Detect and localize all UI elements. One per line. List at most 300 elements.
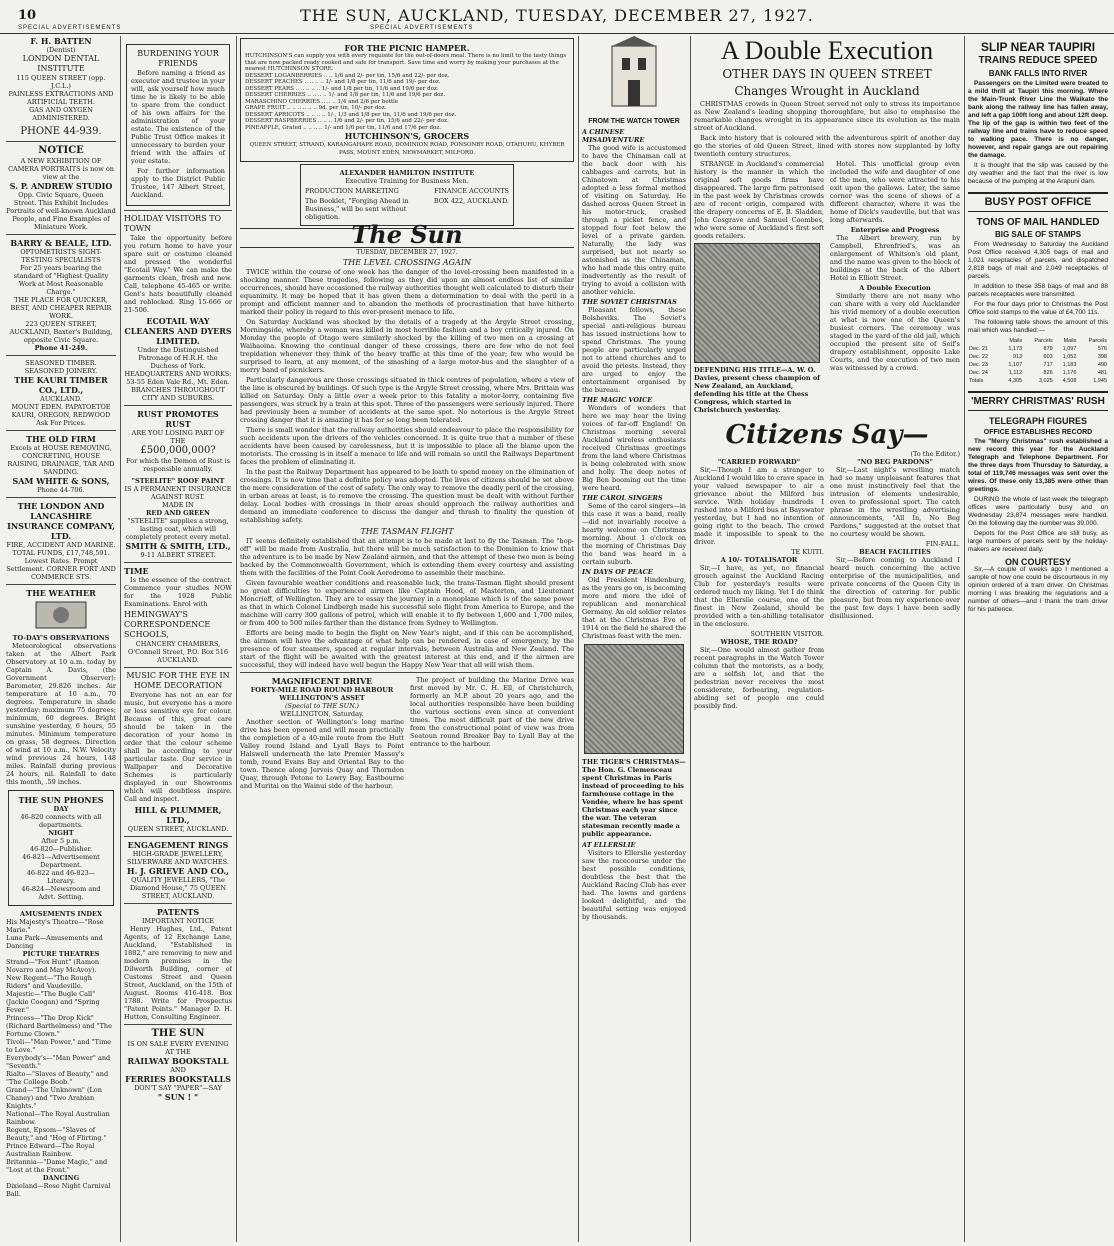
clemenceau-photo xyxy=(584,644,684,754)
music-body: Everyone has not an ear for music, but everyone has a more or less sensitive eye for colour. Because of this, great care should be taken in the decoration of your home in order that the colour scheme shall be according to your particular taste. Our service in Wallpaper and Decorative Schemes is particularly displayed in our Showrooms which will doubtless inspire. Call and inspect. xyxy=(124,691,232,803)
hamilton-sub: Executive Training for Business Men. xyxy=(345,177,469,185)
mail-table-cell: 490 xyxy=(1097,362,1107,368)
batten-line: PAINLESS EXTRACTIONS AND ARTIFICIAL TEETH. xyxy=(8,90,114,106)
hamilton-course: PRODUCTION MARKETING xyxy=(305,187,399,195)
dateline: TUESDAY, DECEMBER 27, 1927. xyxy=(356,249,458,256)
time-ad xyxy=(124,566,232,664)
watch-paragraph: Pleasant fellows, these Bolsheviks. The Soviet's special anti-religious bureau has issued instructions how to spend Christmas. The young people are particularly urged not to attend churches and to avoid the priests. Instead, they are urged to enjoy the entertainment organised by the bureau. xyxy=(582,306,686,394)
to-editor: (To the Editor.) xyxy=(910,450,960,458)
execution-col-left xyxy=(694,160,824,414)
sun-phones-box xyxy=(8,790,114,906)
patents-ad xyxy=(124,907,232,1021)
batten-name: F. H. BATTEN xyxy=(30,36,92,46)
mail-table-cell: 1,052 xyxy=(1062,354,1077,360)
watch-head: IN DAYS OF PEACE xyxy=(582,568,653,576)
hemingway-name: HEMINGWAY'S CORRESPONDENCE SCHOOLS, xyxy=(124,610,211,639)
hamilton-courses xyxy=(305,187,509,195)
masthead-mid-label: SPECIAL ADVERTISEMENTS xyxy=(370,25,474,31)
mail-table-cell: 826 xyxy=(1043,370,1053,376)
theatre-item: Majestic—"The Bugle Call" (Jackie Coogan) and "Spring Fever." xyxy=(6,990,100,1014)
letters xyxy=(694,458,960,712)
mail-table-cell: 913 xyxy=(1012,354,1023,360)
post-office-subhead: BIG SALE OF STAMPS xyxy=(994,230,1082,239)
masthead xyxy=(0,0,1114,34)
divider xyxy=(6,497,116,498)
music-ad xyxy=(124,671,232,833)
picnic-item: DESSERT LOGANBERRIES .. .. 1/6 and 2/- per tin, 15/6 and 22/- per doz. xyxy=(245,72,450,79)
watch-head: THE CAROL SINGERS xyxy=(582,494,663,502)
column-5 xyxy=(694,36,960,1242)
theatre-item: Strand—"Fox Hunt" (Ramon Novarro and May McAvoy). xyxy=(6,958,100,974)
slip-subhead: BANK FALLS INTO RIVER xyxy=(988,69,1088,78)
rings-ad xyxy=(124,840,232,900)
rings-sub: QUALITY JEWELLERS, "The Diamond House," 75 QUEEN STREET, AUCKLAND. xyxy=(129,876,227,900)
letters-col-right xyxy=(830,458,960,712)
barry-name: BARRY & BEALE, LTD. xyxy=(10,238,112,248)
watch-paragraph: Wonders of wonders that here we may hear the living voices of far-off England! On Christmas morning several Auckland wireless enthusiasts received Christmas greetings from the land where Christmas is being celebrated with snow and holly. The deep notes of Big Ben booming out the time were heard. xyxy=(582,404,686,492)
mail-table-header-cell xyxy=(968,337,1000,345)
watch-tower-logo xyxy=(582,36,686,116)
patents-body: Henry Hughes, Ltd., Patent Agents, of 12 Exchange Lane, Auckland, "Established in 1882," are removing to new and modern premises in the Dilworth Building, corner of Customs Street and Queen Street, Auckland, on the 15th of August. Rooms 416-418. Box 1788. Write for Prospectus "Patent Points." Manager D. H. Hutton, Consulting Engineer. xyxy=(124,925,232,1021)
batten-address: 115 QUEEN STREET (opp. J.C.L.) xyxy=(16,74,106,90)
telegraph-paragraph: The "Merry Christmas" rush established a new record this year for the Auckland Telegraph and Telephone Department. For the three days from Thursday to Saturday, a total of 119,746 messages was sent over the wires. Of these only 13,385 were other than greetings. xyxy=(968,438,1108,493)
tasman-paragraph: Given favourable weather conditions and reasonable luck, the trans-Tasman flight should present no great difficulties to experienced airmen like Captain Hood, of Masterton, and Lieutenant Moncrieff, of Wellington. They are to essay the journey in a monoplane which is of the same power as that in which Colonel Lindbergh made his successful solo flight from America to Europe, and the machine will carry 300 gallons of petrol, which will enable it to fly between 1,600 and 1,700 miles, or from 400 to 500 miles farther than the distance from Sydney to Wellington. xyxy=(240,579,574,627)
slip-head: SLIP NEAR TAUPIRI xyxy=(980,40,1096,54)
table-row xyxy=(968,345,1108,353)
picnic-item: DESSERT CHERRIES .. .. .. .. 1/- and 1/8 per tin, 11/6 and 19/6 per doz. xyxy=(245,92,446,98)
letter-body: Sir,—One would almost gather from recent paragraphs in the Watch Tower column that the motorists, as a body, are a selfish lot, and that the pedestrian never receives the most considerate, forbearing, regulation-abiding set of people one could possibly find. xyxy=(694,646,824,710)
rust-line: "STEELITE" supplies a strong, lasting coat, which will completely protect every metal. xyxy=(125,517,231,541)
phones-day: DAY xyxy=(53,805,69,813)
divider xyxy=(124,836,232,837)
watch-paragraph: Some of the carol singers—in this case it was a band, really—did not invariably receive a hearty welcome on Christmas morning. About 1 o'clock on the morning of Christmas Day the band was heard in a certain suburb. xyxy=(582,502,686,566)
notice-body: Opp. Civic Square, Queen Street. This Exhibit Includes Portraits of well-known Auckland People, and Fine Examples of Miniature Work. xyxy=(6,191,116,231)
ecotail-name: ECOTAIL WAY CLEANERS AND DYERS LIMITED. xyxy=(124,316,232,346)
phones-line: 46-820 connects with all departments. xyxy=(20,813,102,829)
drive-col-right xyxy=(410,676,574,792)
watch-head: A CHINESE MISADVENTURE xyxy=(582,128,645,144)
post-office-paragraph: For the four days prior to Christmas the Post Office sold stamps to the value of £4,700 11s. xyxy=(968,301,1108,316)
watch-paragraph: The good wife is accustomed to have the Chinaman call at the back door with his cabbages and carrots, but in Chinatown at Christmas adopted a less formal method of visiting on Saturday. He dashed across Queen Street in his motor-truck, crashed through a picket fence, and stopped four feet below the level of a private garden. Naturally, the lady was surprised, but not nearly so astonished as the Chinaman, who had made this entry quite inadvertently as the result of trying to avoid a collision with another vehicle. xyxy=(582,144,686,296)
mail-table-header-cell: Mails xyxy=(1063,338,1077,344)
barry-phone: Phone 41-249. xyxy=(34,344,88,352)
music-address: QUEEN STREET, AUCKLAND. xyxy=(127,825,229,833)
merry-christmas-head-block xyxy=(968,391,1108,411)
column-1 xyxy=(6,36,116,1242)
davies-photo xyxy=(694,243,820,363)
sun-sale-ad xyxy=(124,1028,232,1102)
notice-head: NOTICE xyxy=(38,145,84,156)
picnic-item: DESSERT PEARS .. .. .. .. .. 1/- and 1/8 per tin, 11/6 and 19/6 per doz. xyxy=(245,85,439,92)
table-row xyxy=(968,377,1108,385)
mail-table-cell: 1,176 xyxy=(1062,370,1077,376)
holiday-body: Take the opportunity before you return home to have your spare suit or costume cleaned and pressed the wonderful "Ecotail Way." We can make the garments clean, fresh and new. Call, telephone 45-465 or write. Gent's hats beautifully cleaned and reblocked. Ring 15-666 or 21-506. xyxy=(124,234,232,314)
timber-name: THE KAURI TIMBER CO., LTD., xyxy=(14,375,108,395)
rust-question: ARE YOU LOSING PART OF THE xyxy=(131,429,225,445)
letter-sign: FIN-FALL. xyxy=(925,540,960,548)
table-row xyxy=(968,353,1108,361)
sun-sale-line: RAILWAY BOOKSTALL xyxy=(127,1056,229,1066)
letter-sign: TE KUITI. xyxy=(791,548,824,556)
picnic-item: DESSERT RASPBERRIES .. .. .. 1/6 and 2/- per tin, 15/6 and 22/- per doz. xyxy=(245,118,449,124)
divider xyxy=(6,430,116,431)
phones-line: 46-824—Newsroom and Advt. Setting. xyxy=(21,885,101,901)
letter-head: A 10/- TOTALISATOR xyxy=(720,556,798,564)
mail-table-cell: Dec. 24 xyxy=(969,370,988,376)
oldfirm-ad xyxy=(6,434,116,494)
clemenceau-caption: THE TIGER'S CHRISTMAS—The Hon. G. Clemenceau spent Christmas in Paris instead of proceeding to his farmhouse cottage in the Vendée, where he has spent Christmas each year since the war. The veteran statesman recently made a public appearance. xyxy=(582,758,686,838)
telegraph-paragraph: DURING the whole of last week the telegraph offices were particularly busy and on Wednesday 23,874 messages were handled. On the following day the number was 39,000. xyxy=(968,496,1108,527)
double-execution-sub: OTHER DAYS IN QUEEN STREET xyxy=(722,67,932,81)
lancashire-address: Lowest Rates. Prompt Settlement. CORNER FORT AND COMMERCE STS. xyxy=(6,557,116,581)
hamilton-footer xyxy=(305,197,509,221)
mail-table-header-cell: Mails xyxy=(1009,338,1023,344)
drive-sub2: WELLINGTON'S ASSET xyxy=(279,694,365,702)
courtesy-paragraph: Sir,—A couple of weeks ago I mentioned a sample of how one could be discourteous in my opinion ordered of a tram driver. On Christmas morning I was breaking the regulations and a number of others—and I thank the tram driver for his patience. xyxy=(968,566,1108,613)
rust-line: AGAINST RUST. xyxy=(151,493,205,501)
rust-body: For which the Demon of Rust is responsible annually. xyxy=(126,457,230,473)
watch-tower-column xyxy=(582,36,686,1242)
dancing-line: Dixieland—Rose Night Carnival Ball. xyxy=(6,1182,111,1198)
drive-sub: FORTY-MILE ROAD ROUND HARBOUR xyxy=(250,686,394,694)
post-office-head: BUSY POST OFFICE xyxy=(984,196,1092,208)
smith-address: 9-11 ALBERT STREET. xyxy=(140,551,216,559)
column-6 xyxy=(968,36,1108,1242)
double-execution-head: A Double Execution xyxy=(720,36,934,65)
editorial-paragraph: TWICE within the course of one week has the danger of the level-crossing been manifested in a shocking manner. These tragedies, following as they did upon an almost endless list of similar occurrences, should have occasioned the railway authorities thought well calculated to disturb their equanimity. It may be hoped that it has given them a determination to deal with the peril in a prompt and efficient manner and to abandon the methods of procrastination that have hitherto marked their policy in regard to this ever-present menace to life. xyxy=(240,268,574,316)
drive-paragraph: The project of building the Marine Drive was first moved by Mr. C. H. Ell, of Christchurch, formerly an M.P. about 20 years ago, and the local authorities responsible have been building the various sections even since at convenient times. The most difficult part of the new drive from the constructional point of view was from Seatoun round Breaker Bay to Lyall Bay at the entrance to the harbour. xyxy=(410,676,574,748)
music-firm: HILL & PLUMMER, LTD., xyxy=(134,805,222,825)
mail-table-cell: 3,025 xyxy=(1038,378,1053,384)
rings-head: ENGAGEMENT RINGS xyxy=(127,840,229,850)
picnic-firm: HUTCHINSON'S, GROCERS xyxy=(344,131,470,141)
picnic-head: FOR THE PICNIC HAMPER. xyxy=(344,43,470,53)
weather-obs-head: TO-DAY'S OBSERVATIONS xyxy=(12,634,110,642)
holiday-ad xyxy=(124,214,232,402)
theatre-item: Princess—"The Drop Kick" (Richard Barthelmess) and "The Fortune Clown." xyxy=(6,1014,112,1038)
mail-table-cell: 1,112 xyxy=(1008,370,1023,376)
picnic-item: MARASCHINO CHERRIES .. .. .. 1/4 and 2/6 per bottle xyxy=(245,98,399,105)
theatre-item: Tivoli—"Man Power," and "Time to Love." xyxy=(6,1038,112,1054)
barry-sub: OPTOMETRISTS SIGHT-TESTING SPECIALISTS xyxy=(20,248,102,264)
sun-sale-line: DON'T SAY "PAPER"—SAY xyxy=(134,1084,222,1092)
lancashire-ad xyxy=(6,501,116,581)
drive-col-left xyxy=(240,676,404,792)
execution-paragraph: STRANGE in Auckland's commercial history is the manner in which the original soft goods firms have disappeared. The large firm patronised in the past week by Christmas crowds are of recent origin, compared with the drapery concerns of E. B. Sladden, John Cosgrave and Samuel Coombes, who were some of Auckland's first soft goods retailers. xyxy=(694,160,824,240)
mail-table-cell: 717 xyxy=(1043,362,1053,368)
telegraph-subhead: TELEGRAPH FIGURES xyxy=(988,416,1087,426)
letter-body: Sir,—Last night's wrestling match had so many unpleasant features that one must instinctively feel that the intrusion of elements undesirable, even to professional sport. The catch phrase in the wrestling advertising announcements, "All In, No Beg Pardons," suggested at the outset that no courtesy would be shown. xyxy=(830,466,960,538)
amusements-head: AMUSEMENTS INDEX xyxy=(19,910,103,918)
picnic-item: PINEAPPLE, Grated .. .. .. .. 1/- and 1/6 per tin, 11/6 and 17/6 per doz. xyxy=(245,124,441,131)
batten-institute: LONDON DENTAL INSTITUTE xyxy=(22,54,100,73)
timber-line: KAURI, OREGON, REDWOOD xyxy=(11,411,111,419)
drive-place: WELLINGTON, Saturday. xyxy=(280,710,364,718)
timber-ad xyxy=(6,359,116,427)
watch-tower-title: FROM THE WATCH TOWER xyxy=(588,118,680,125)
patents-head: PATENTS xyxy=(156,907,200,917)
watch-head: AT ELLERSLIE xyxy=(582,841,636,849)
column-2 xyxy=(124,36,232,1242)
sun-sale-line: AT THE xyxy=(165,1048,191,1056)
mail-table-cell: 879 xyxy=(1043,346,1053,352)
burden-body: Before naming a friend as executor and trustee in your will, ask yourself how much time he is likely to be able to spare from the conduct of his own affairs for the administration of your estate. The existence of the Public Trust Office makes it unnecessary to burden your friend with the affairs of your estate. xyxy=(131,69,225,165)
slip-paragraph: Passengers on the Limited were treated to a mild thrill at Taupiri this morning. Where the Main-Trunk River Line the Waikato the bank along the railway line has fallen away, and left a gap 100ft long and about 12ft deep. The lip of the gap is within two feet of the railway line and trains have to reduce speed to walking pace. There is no danger, however, and repair gangs are out repairing the damage. xyxy=(968,80,1108,159)
slip-subhead: TRAINS REDUCE SPEED xyxy=(978,55,1098,66)
execution-body xyxy=(694,160,960,414)
mail-table-cell: Dec. 21 xyxy=(969,346,988,352)
samwhite-phone: Phone 44-706. xyxy=(37,486,85,494)
watch-head: THE MAGIC VOICE xyxy=(582,396,653,404)
theatre-list xyxy=(6,958,116,1174)
post-office-paragraph: In addition to these 358 bags of mail and 88 parcels receptacles were transmitted. xyxy=(968,283,1108,298)
ecotail-hq: HEADQUARTERS AND WORKS: 53-55 Eden Vale Rd., Mt. Eden. xyxy=(124,370,232,386)
letter-head: "NO BEG PARDONS" xyxy=(857,458,933,466)
telegraph-subhead: OFFICE ESTABLISHES RECORD xyxy=(983,429,1093,436)
burden-ad xyxy=(126,44,230,206)
amusements-line: Luna Park—Amusements and Dancing xyxy=(6,934,103,950)
divider xyxy=(6,141,116,142)
phones-head: THE SUN PHONES xyxy=(18,795,104,805)
ecotail-branches: BRANCHES THROUGHOUT CITY AND SUBURBS. xyxy=(131,386,225,402)
tasman-head: THE TASMAN FLIGHT xyxy=(360,527,454,536)
slip-paragraph: It is thought that the slip was caused by the dry weather and the fact that the river is low because of the pumping at the Arapuni dam. xyxy=(968,162,1108,185)
masthead-title: THE SUN, AUCKLAND, TUESDAY, DECEMBER 27, 1927. xyxy=(300,6,814,25)
mail-table-cell: 576 xyxy=(1097,346,1107,352)
theatre-item: Britannia—"Dame Magic," and "Lost at the Front." xyxy=(6,1158,108,1174)
sun-logo-block xyxy=(240,220,574,249)
editorial-paragraph: There is small wonder that the railway authorities should endeavour to place the responsibility for such accidents upon the drivers of the vehicles concerned. It is quite true that a number of these accidents have been caused by carelessness, but it is impossible to place all the blame upon the motorists. The crossing is in itself a menace to life and will remain so until the Railways Department faces the problem of eliminating it. xyxy=(240,426,574,466)
editorial-head: THE LEVEL CROSSING AGAIN xyxy=(342,258,472,267)
theatre-item: New Regent—"The Rough Riders" and Vaudeville. xyxy=(6,974,92,990)
divider xyxy=(6,234,116,235)
lancashire-body: FIRE, ACCIDENT AND MARINE. TOTAL FUNDS, £17,748,591. xyxy=(6,541,116,557)
mail-table-cell: 1,183 xyxy=(1062,362,1077,368)
theatre-item: Prince Edward—The Royal Australian Rainbow. xyxy=(6,1142,95,1158)
smith-name: SMITH & SMITH, LTD., xyxy=(125,541,231,551)
batten-line: GAS AND OXYGEN ADMINISTERED. xyxy=(29,106,93,122)
divider xyxy=(124,903,232,904)
weather-body: Meteorological observations taken at the Albert Park Observatory at 10 a.m. today by Captain A. Davis, (the Government Observer): Barometer, 29.826 inches. Air temperature at 10 a.m., 70 degrees. Temperature in shade yesterday: maximum 75 degrees; minimum, 60 degrees. Bright sunshine yesterday, 6 hours, 55 minutes. Minimum temperature on grass, 58 degrees. Direction of wind at 10 a.m., N.W. Velocity wind previous 24 hours, 148 miles. Rainfall during previous 24 hours, nil. Rainfall to date this month, .59 inches. xyxy=(6,642,116,786)
weather-illustration xyxy=(6,598,116,632)
editorial-paragraph: In the past the Railway Department has appeared to be loath to spend money on the elimination of crossings. It is now time that a definite policy was adopted. The lives of citizens should be set above the mere consideration of the cost of safety. The only way to remove the deadly peril of the crossing, in urban areas at least, is to remove the crossing. The question must be dealt with without further delay. Local bodies with crossings in their areas should approach the railway authorities and demand an immediate conference to discuss the danger and thrash to finality the question of establishing safety. xyxy=(240,468,574,524)
picnic-item: DESSERT PEACHES .. .. .. .. 1/- and 1/8 per tin, 11/6 and 19/- per doz. xyxy=(245,79,441,85)
amusements-line: His Majesty's Theatre—"Rose Marie." xyxy=(6,918,104,934)
batten-role: (Dentist) xyxy=(46,46,76,54)
letter-body: Sir,—I have, as yet, no financial grouch against the Auckland Racing Club for yesterday's results were ordered much my liking. Yet I do think that the Ellerslie course, one of the finest in New Zealand, should be provided with a ten-shilling totalisator in the enclosure. xyxy=(694,564,824,628)
courtesy-head: ON COURTESY xyxy=(1004,557,1071,567)
barry-body: For 25 years bearing the standard of "Highest Quality Work at Most Reasonable Charge." xyxy=(13,264,109,296)
weather-section xyxy=(6,588,116,786)
hamilton-box: BOX 422, AUCKLAND. xyxy=(433,197,509,205)
execution-paragraph: Similarly there are not many who can share with a very old Aucklander his vivid memory of a double execution at what is now one of the Queen's busiest corners. The ceremony was staged in the yard of the old jail, which occupied the present site of Seif's drapery establishment, opposite Lake Courts, and the execution of two men was witnessed by a crowd. xyxy=(830,292,960,372)
rust-line: IS A PERMANENT INSURANCE xyxy=(124,485,232,493)
column-rule xyxy=(236,36,237,1242)
drive-paragraph: Another section of Wellington's long marine drive has been opened and will mean practically the completion of a 40-mile route from the Hutt Valley round Island and Lyall Bays to Point Halswell underneath the late Premier Massey's tomb, round Evans Bay and Oriental Bay to the town. Thence along Jervois Quay and Thorndon Quay, through Petone to Lowry Bay, Eastbourne and Muritai on the Wainui side of the harbour. xyxy=(240,718,404,790)
post-office-head-block xyxy=(968,192,1108,212)
double-subhead: A Double Execution xyxy=(859,284,931,292)
mail-table-header-cell: Parcels xyxy=(1034,338,1053,344)
drive-article xyxy=(240,676,574,792)
drive-head: MAGNIFICENT DRIVE xyxy=(271,676,373,686)
mail-table-cell: 1,945 xyxy=(1093,378,1107,384)
table-row xyxy=(968,361,1108,369)
mail-table-header-cell: Parcels xyxy=(1088,338,1107,344)
phones-line: After 5 p.m. xyxy=(41,837,81,845)
mail-table-cell: 398 xyxy=(1097,354,1107,360)
theatre-item: Everybody's—"Man Power" and "Seventh." xyxy=(6,1054,111,1070)
phones-night: NIGHT xyxy=(48,829,74,837)
theatre-item: Regent, Epsom—"Slaves of Beauty," and "Hog of Flirting." xyxy=(6,1126,107,1142)
mail-table-caption: The following table shows the amount of this mail which was handled:— xyxy=(968,319,1108,334)
mail-table-cell: 1,097 xyxy=(1062,346,1077,352)
burden-head: BURDENING YOUR FRIENDS xyxy=(137,49,219,68)
watch-paragraph: Visitors to Ellerslie yesterday saw the racecourse under the best possible conditions, doubtless the best that the Auckland Racing Club has ever had. The lawns and gardens looked delightful, and the beautiful setting was enjoyed by thousands. xyxy=(582,849,686,921)
weather-head: THE WEATHER xyxy=(26,588,96,598)
telegraph-paragraph: Depots for the Post Office are still busy, as large numbers of parcels sent by the holiday-makers are received daily. xyxy=(968,530,1108,553)
page-number: 10 xyxy=(18,8,37,23)
column-rule xyxy=(120,36,121,1242)
hamilton-ad xyxy=(300,164,514,226)
theatre-item: Rialto—"Slaves of Beauty," and "The College Boob." xyxy=(6,1070,109,1086)
notice-line: A NEW EXHIBITION OF CAMERA PORTRAITS is now on view at the xyxy=(8,157,114,181)
holiday-head: HOLIDAY VISITORS TO TOWN xyxy=(124,214,222,233)
davies-caption: DEFENDING HIS TITLE—A. W. O. Davies, present chess champion of New Zealand, an Auckland, defending his title at the Chess Congress, which started in Christchurch yesterday. xyxy=(694,366,820,414)
phones-line: 46-821—Advertisement Department. xyxy=(22,853,100,869)
mail-table-cell: 603 xyxy=(1043,354,1053,360)
execution-paragraph: The Albert brewery, run by Campbell, Ehrenfried's, was an enlargement of Whitson's old plant, and the name was given to the block of buildings at the back of the Albert Hotel in Elliott Street. xyxy=(830,234,960,282)
sun-sale-line: IS ON SALE EVERY EVENING xyxy=(127,1040,229,1048)
table-row xyxy=(968,369,1108,377)
theatre-item: National—The Royal Australian Rainbow. xyxy=(6,1110,110,1126)
lancashire-name: THE LONDON AND LANCASHIRE INSURANCE COMPANY, LTD. xyxy=(7,501,115,541)
watch-paragraph: Old President Hindenburg, as the years go on, is becoming more and more the idol of republican and monarchical Germany. An old soldier relates that at the Christmas Eve of 1914 on the field he shared the Christmas feast with the men. xyxy=(582,576,686,640)
double-execution-sub2: Changes Wrought in Auckland xyxy=(734,84,920,98)
barry-body2: THE PLACE FOR QUICKER, BEST, AND CHEAPER REPAIR WORK. xyxy=(10,296,112,320)
masthead-left-label: SPECIAL ADVERTISEMENTS xyxy=(18,25,122,31)
editorial-paragraph: On Saturday Auckland was shocked by the details of a tragedy at the Argyle Street crossing, Morningside, whereby a woman was killed in most horrible fashion and a boy critically injured. On Monday the people of Otago were similarly shocked by the killing of two men on a crossing at Waihaoina. Knowing the continual danger of these crossings, there are few who do not feel trepidation whenever they think of the heavy traffic at this time of the year; few who would be surprised to learn, at any moment, of the smashing of a large motor-bus and the slaughter of a merry band of picnickers. xyxy=(240,318,574,374)
mail-table-cell: 1,107 xyxy=(1008,362,1023,368)
execution-paragraph: Hotel. This unofficial group even included the wife and daughter of one of the men, who were attracted to his exit upon the gallows. Later, the same corner was the scene of shows of a different character, where it was the home of Dick's vaudeville, but that was long afterwards. xyxy=(830,160,960,224)
picnic-list xyxy=(245,73,569,132)
rings-firm: H. J. GRIEVE AND CO., xyxy=(127,866,229,876)
timber-ask: Ask For Prices. xyxy=(36,419,86,427)
theatre-item: Grand—"The Unknown" (Lon Chaney) and "Two Arabian Knights." xyxy=(6,1086,102,1110)
mail-table-cell: Dec. 23 xyxy=(969,362,988,368)
phones-line: 46-822 and 46-823—Literary. xyxy=(26,869,96,885)
sun-sale-line: THE SUN xyxy=(151,1028,205,1039)
column-rule xyxy=(578,36,579,1242)
timber-address: MOUNT EDEN. PAPATOETOE xyxy=(11,403,111,411)
hemingway-address: CHANCERY CHAMBERS, O'Connell Street, P.O. Box 516 AUCKLAND. xyxy=(127,640,229,664)
mail-table-cell: 4,305 xyxy=(1008,378,1023,384)
sun-sale-line: " SUN ! " xyxy=(157,1092,199,1102)
mail-table-cell: 1,173 xyxy=(1008,346,1023,352)
oldfirm-body: Excels at HOUSE REMOVING, CONCRETING, HOUSE RAISING, DRAINAGE, TAR AND SANDING. xyxy=(7,444,115,476)
phones-line: 46-820—Publisher. xyxy=(29,845,93,853)
picnic-ad xyxy=(240,38,574,162)
notice-studio: S. P. ANDREW STUDIO xyxy=(9,181,113,191)
drive-special: (Special to THE SUN.) xyxy=(285,702,359,710)
rings-body: HIGH-GRADE JEWELLERY, SILVERWARE AND WATCHES. xyxy=(127,850,229,866)
picture-theatres-head: PICTURE THEATRES xyxy=(22,950,100,958)
rust-line: MADE IN xyxy=(162,501,194,509)
editorial-paragraph: Particularly dangerous are those crossings situated in thick centres of population, where a view of the line is obscured by buildings. Of such type is the Argyle Street crossing, where Mrs. Brittain was killed on Saturday. Only a little over a week prior to this fatality a motor-lorry, containing five passengers, was struck by a train at this spot. Three of the passengers were seriously injured. There had previously been a number of accidents at the same spot. No notorious is the Argyle Street crossing danger that it is amazing it has for so long been tolerated. xyxy=(240,376,574,424)
rust-ad xyxy=(124,409,232,559)
batten-ad xyxy=(6,36,116,138)
timber-city: AUCKLAND. xyxy=(40,395,82,403)
oldfirm-name: THE OLD FIRM xyxy=(26,434,96,444)
batten-phone: PHONE 44-939. xyxy=(20,126,102,137)
picnic-address: QUEEN STREET, STRAND, KARANGAHAPE ROAD, DOMINION ROAD, PONSONBY ROAD, OTAHUHU, KHYBER PASS, MOUNT EDEN, NEWMARKET, MILFORD. xyxy=(249,142,565,156)
center-column xyxy=(240,36,574,1242)
mail-table-cell: 4,508 xyxy=(1062,378,1077,384)
tasman-paragraph: Efforts are being made to begin the flight on New Year's night, and if this can be accomplished, the airmen will have the advantage of what help can be rendered, in case of emergency, by the presence of four steamers, spaced at regular intervals, between Australia and New Zealand. The start of the flight will be awaited with the greatest interest at this end, and if the airmen are successful, they will indeed have well begun the Happy New Year that all will wish them. xyxy=(240,629,574,669)
sun-sale-line: AND xyxy=(170,1066,186,1074)
time-head: TIME xyxy=(124,566,149,576)
rust-line: RED AND GREEN xyxy=(146,509,210,517)
music-head: MUSIC FOR THE EYE IN HOME DECORATION xyxy=(126,671,230,690)
patents-sub: IMPORTANT NOTICE xyxy=(141,917,215,925)
divider xyxy=(124,210,232,211)
burden-body2: For further information apply to the District Public Trustee, 147 Albert Street, Auckland. xyxy=(131,167,225,199)
mail-table-cell: Totals xyxy=(969,378,984,384)
post-office-paragraph: From Wednesday to Saturday the Auckland Post Office received 4,305 bags of mail and 1,021 receptacles of parcels, and dispatched 2,818 bags of mail and 2,049 receptacles of parcels. xyxy=(968,241,1108,280)
picnic-item: DESSERT APRICOTS .. .. .. .. 1/-, 1/3 and 1/8 per tin, 11/6 and 19/6 per doz. xyxy=(245,111,457,118)
barry-ad xyxy=(6,238,116,352)
letter-head: BEACH FACILITIES xyxy=(859,548,931,556)
divider xyxy=(6,355,116,356)
rust-amount: £500,000,000? xyxy=(140,445,216,456)
picnic-item: GRAPE FRUIT .. .. .. .. .. .. 9d. per tin, 10/- per doz. xyxy=(245,105,387,111)
divider xyxy=(124,405,232,406)
mail-table-header xyxy=(968,337,1108,345)
tasman-paragraph: IT seems definitely established that an attempt is to be made at last to fly the Tasman. The "hop-off" will be made from Australia, but there will be much satisfaction to the Dominion to know that the adventure is to be made by New Zealand airmen, and that the attempt of these two men is being backed by the Commonwealth Government, which is extending them every courtesy and assisting them with the facilities of the Point Cook Aerodrome to assemble their machine. xyxy=(240,537,574,577)
column-rule xyxy=(964,36,965,1242)
rust-head: RUST PROMOTES RUST xyxy=(137,409,219,429)
divider xyxy=(124,1024,232,1025)
merry-christmas-head: 'MERRY CHRISTMAS' RUSH xyxy=(971,396,1105,407)
letter-sign: SOUTHERN VISITOR. xyxy=(750,630,824,638)
time-body: Is the essence of the contract. Commence your studies NOW for the 1928 Public Examinations. Enrol with xyxy=(124,576,232,608)
letter-head: "CARRIED FORWARD" xyxy=(717,458,801,466)
barry-address: 223 QUEEN STREET, AUCKLAND, Baxter's Building, opposite Civic Square. xyxy=(9,320,113,344)
letter-body: Sir,—Before coming to Auckland I heard much concerning the active enterprise of the municipalities, and private concerns of the Queen City in the direction of catering for public pleasure, but from my experience over the past few days I have been sadly disillusioned. xyxy=(830,556,960,620)
divider xyxy=(240,672,574,673)
execution-paragraph: Back into history that is coloured with the adventurous spirit of another day go the stories of old Queen Street, lined with stores now supplanted by lofty twentieth century structures. xyxy=(694,134,960,158)
steelite-name: "STEELITE" ROOF PAINT xyxy=(131,477,225,485)
mail-table-cell: 481 xyxy=(1097,370,1107,376)
divider xyxy=(6,584,116,585)
mail-table-cell: Dec. 22 xyxy=(969,354,988,360)
watch-head: THE SOVIET CHRISTMAS xyxy=(582,298,677,306)
picnic-sub: HUTCHINSON'S can supply you with every requisite for the out-of-doors meal. There is no limit to the tasty things that are now packed ready cooked and safe for transport. Save time and worry by making your purchases at the nearest HUTCHINSON STORE. xyxy=(245,53,567,72)
letter-head: WHOSE, THE ROAD? xyxy=(720,638,798,646)
samwhite-name: SAM WHITE & SONS, xyxy=(12,476,110,486)
dancing-head: DANCING xyxy=(42,1174,80,1182)
letter-body: Sir,—Though I am a stranger to Auckland I would like to crave space in your valued newspaper to air a grievance about the Milford bus service. With holiday hundreds I rushed into a Milford bus at Bayswater yesterday, but I had no intention of going right to the beach. The crowd made it impossible to speak to the driver. xyxy=(694,466,824,546)
execution-col-right xyxy=(830,160,960,414)
ecotail-sub: Under the Distinguished Patronage of H.R.H. the Duchess of York. xyxy=(137,346,219,370)
notice-ad xyxy=(6,145,116,231)
divider xyxy=(124,562,232,563)
sun-logo: The Sun xyxy=(351,220,463,249)
timber-pre: SEASONED TIMBER. SEASONED JOINERY. xyxy=(24,359,98,375)
amusements-index xyxy=(6,910,116,1198)
mail-table xyxy=(968,337,1108,385)
execution-paragraph: CHRISTMAS crowds in Queen Street served not only to stress its importance as New Zealand's leading shopping thoroughfare, but also to emphasise the remarkable changes wrought in its appearance since its evolution as the main street of Auckland. xyxy=(694,100,960,132)
post-office-subhead: TONS OF MAIL HANDLED xyxy=(976,217,1100,228)
